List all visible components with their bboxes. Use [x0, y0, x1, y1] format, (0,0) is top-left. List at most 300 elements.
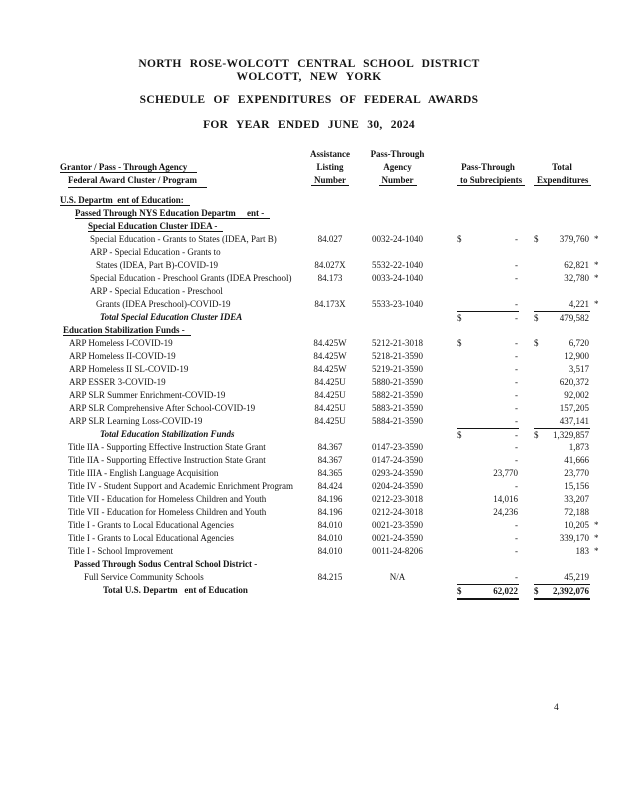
- subrecipients-value-amount: -: [515, 520, 518, 530]
- spacer: [435, 272, 457, 285]
- subrecipients-value: [457, 246, 519, 259]
- subrecipients-value-amount: -: [515, 377, 518, 387]
- assistance-listing-number: 84.425W: [313, 364, 347, 374]
- spacer: [519, 467, 534, 480]
- table-row: [60, 272, 604, 285]
- table-row: [60, 558, 604, 571]
- assistance-listing-number: 84.010: [317, 533, 343, 543]
- program-label-text: Title I - School Improvement: [68, 546, 174, 556]
- program-label: [60, 467, 300, 480]
- spacer: [519, 220, 534, 233]
- footnote-star: [590, 389, 604, 402]
- program-label: [60, 194, 300, 207]
- footnote-star: [590, 311, 604, 325]
- subrecipients-value: [457, 402, 519, 415]
- expenditures-value: [534, 376, 590, 389]
- program-label-text: Special Education Cluster IDEA -: [88, 221, 223, 232]
- program-label: [60, 402, 300, 415]
- program-label: [60, 259, 300, 272]
- subrecipients-value-amount: -: [515, 572, 518, 582]
- agency-number: N/A: [389, 572, 406, 582]
- expenditures-value-amount: 12,900: [564, 351, 589, 361]
- program-label: [60, 324, 300, 337]
- agency-number: 0021-23-3590: [372, 520, 423, 530]
- agency-header-line2: Agency: [383, 162, 412, 172]
- subrecipients-value-amount: -: [515, 234, 518, 244]
- subrecipients-value: [457, 389, 519, 402]
- program-label: [60, 571, 300, 584]
- table-row: [60, 376, 604, 389]
- footnote-star: [590, 350, 604, 363]
- spacer: [519, 311, 534, 325]
- subrecipients-value: [457, 441, 519, 454]
- footnote-star: *: [594, 234, 599, 244]
- footnote-star: *: [594, 299, 599, 309]
- subrecipients-value-amount: -: [515, 338, 518, 348]
- program-label: [60, 493, 300, 506]
- expenditures-value: [534, 506, 590, 519]
- expenditures-value: [534, 402, 590, 415]
- program-label-text: Title IIA - Supporting Effective Instruction State Grant: [68, 442, 266, 452]
- table-row: [60, 363, 604, 376]
- spacer: [519, 324, 534, 337]
- program-label-text: Grants (IDEA Preschool)-COVID-19: [96, 299, 231, 309]
- spacer: [435, 285, 457, 298]
- spacer: [435, 148, 457, 161]
- subrecipients-value-amount: 24,236: [493, 507, 518, 517]
- assistance-listing-number: 84.010: [317, 520, 343, 530]
- program-label: [60, 311, 300, 325]
- table-row: [60, 441, 604, 454]
- subrecipients-value-amount: -: [515, 533, 518, 543]
- assistance-listing-number: 84.173: [317, 273, 343, 283]
- subrecipients-value: [457, 207, 519, 220]
- table-row: [60, 311, 604, 324]
- spacer: [519, 194, 534, 207]
- program-label-text: Total U.S. Departm ent of Education: [103, 585, 248, 595]
- program-label: [60, 246, 300, 259]
- spacer: [519, 532, 534, 545]
- agency-header-line1: Pass-Through: [370, 149, 425, 159]
- agency-number: 0147-23-3590: [372, 442, 423, 452]
- footnote-star: [590, 285, 604, 298]
- expenditures-value: [534, 545, 590, 558]
- spacer: [435, 480, 457, 493]
- agency-number: [360, 285, 435, 298]
- program-label-text: U.S. Departm ent of Education:: [60, 195, 190, 206]
- spacer: [435, 207, 457, 220]
- program-label-text: Title I - Grants to Local Educational Agencies: [68, 533, 234, 543]
- footnote-star: [590, 428, 604, 442]
- grantor-header-line2: Federal Award Cluster / Program: [60, 174, 300, 188]
- program-label: [60, 389, 300, 402]
- assistance-listing-number: 84.424: [317, 481, 343, 491]
- agency-number: 0212-24-3018: [372, 507, 423, 517]
- expenditures-value-amount: 339,170: [559, 533, 589, 543]
- spacer: [435, 467, 457, 480]
- program-label-text: ARP ESSER 3-COVID-19: [69, 377, 166, 387]
- subrecipients-value-amount: -: [515, 299, 518, 309]
- spacer: [435, 506, 457, 519]
- spacer: [519, 233, 534, 246]
- footnote-star: [590, 207, 604, 220]
- subrecipients-value-amount: -: [515, 273, 518, 283]
- agency-number: 5533-23-1040: [372, 299, 423, 309]
- subrecipients-value-amount: -: [515, 390, 518, 400]
- footnote-star: [590, 194, 604, 207]
- spacer: [519, 174, 534, 188]
- table-row: [60, 584, 604, 597]
- expenditures-value: [534, 350, 590, 363]
- dollar-sign: $: [534, 234, 539, 244]
- program-label: [60, 220, 300, 233]
- assistance-listing-number: [300, 584, 360, 600]
- assistance-listing-number: [300, 207, 360, 220]
- agency-number: 5532-22-1040: [372, 260, 423, 270]
- subrecipients-value-amount: 23,770: [493, 468, 518, 478]
- spacer: [435, 350, 457, 363]
- subrecipients-value: [457, 272, 519, 285]
- assistance-listing-number: [300, 428, 360, 442]
- expenditures-value: [534, 311, 590, 325]
- footnote-star: [590, 324, 604, 337]
- expenditures-value-amount: 2,392,076: [553, 586, 589, 596]
- assistance-listing-number: 84.196: [317, 507, 343, 517]
- program-label-text: ARP - Special Education - Preschool: [90, 286, 223, 296]
- program-label-text: ARP Homeless II SL-COVID-19: [69, 364, 189, 374]
- expenditures-value-amount: 4,221: [568, 299, 589, 309]
- footnote-star: [590, 415, 604, 428]
- spacer: [519, 519, 534, 532]
- subrecipients-value: [457, 454, 519, 467]
- subrecipients-value: [457, 324, 519, 337]
- table-row: [60, 389, 604, 402]
- program-label: [60, 454, 300, 467]
- subrecipients-value: [457, 311, 519, 325]
- spacer: [435, 454, 457, 467]
- dollar-sign: $: [534, 430, 539, 440]
- expenditures-value: [534, 233, 590, 246]
- expenditures-value: [534, 194, 590, 207]
- table-row: [60, 545, 604, 558]
- footnote-star: *: [594, 260, 599, 270]
- table-row: [60, 428, 604, 441]
- agency-number: 5218-21-3590: [372, 351, 423, 361]
- subrecipients-value: [457, 415, 519, 428]
- spacer: [590, 161, 604, 174]
- spacer: [519, 350, 534, 363]
- expenditures-value: [534, 259, 590, 272]
- subrecipients-value: [457, 493, 519, 506]
- agency-number: [360, 207, 435, 220]
- expenditures-value: [534, 532, 590, 545]
- spacer: [519, 454, 534, 467]
- assistance-listing-number: 84.367: [317, 442, 343, 452]
- assistance-header-line2: Listing: [316, 162, 344, 172]
- table-row: [60, 506, 604, 519]
- assistance-listing-number: 84.425U: [314, 403, 346, 413]
- total-header-line1: Total: [552, 162, 572, 172]
- assistance-header-line3: Number: [300, 174, 360, 188]
- expenditures-value: [534, 220, 590, 233]
- schedule-title: SCHEDULE OF EXPENDITURES OF FEDERAL AWARDS: [139, 94, 479, 106]
- table-row: [60, 324, 604, 337]
- subrecipients-value: [457, 545, 519, 558]
- table-row: [60, 493, 604, 506]
- expenditures-value-amount: 45,219: [564, 572, 589, 582]
- spacer: [435, 545, 457, 558]
- table-row: [60, 402, 604, 415]
- subrecipients-value: [457, 519, 519, 532]
- dollar-sign: $: [457, 313, 462, 323]
- footnote-star: [590, 454, 604, 467]
- spacer: [519, 558, 534, 571]
- spacer: [435, 363, 457, 376]
- spacer: [519, 376, 534, 389]
- spacer: [590, 148, 604, 161]
- assistance-listing-number: 84.173X: [314, 299, 346, 309]
- program-label: [60, 545, 300, 558]
- assistance-listing-number: [300, 311, 360, 325]
- spacer: [519, 584, 534, 600]
- footnote-star: *: [594, 533, 599, 543]
- spacer: [435, 389, 457, 402]
- spacer: [519, 441, 534, 454]
- spacer: [519, 506, 534, 519]
- spacer: [435, 584, 457, 600]
- table-row: [60, 337, 604, 350]
- agency-number: 0011-24-8206: [372, 546, 423, 556]
- spacer: [519, 259, 534, 272]
- dollar-sign: $: [457, 586, 462, 596]
- subrecipients-value: [457, 376, 519, 389]
- spacer: [519, 161, 534, 174]
- expenditures-value-amount: 183: [575, 546, 589, 556]
- expenditures-value: [534, 298, 590, 311]
- program-label-text: ARP SLR Summer Enrichment-COVID-19: [69, 390, 226, 400]
- page-number: 4: [554, 703, 559, 713]
- program-label-text: Total Special Education Cluster IDEA: [100, 312, 243, 322]
- spacer: [435, 220, 457, 233]
- dollar-sign: $: [457, 234, 462, 244]
- subrecipients-value-amount: -: [515, 442, 518, 452]
- table-row: [60, 233, 604, 246]
- dollar-sign: $: [534, 586, 539, 596]
- program-label: [60, 298, 300, 311]
- spacer: [435, 441, 457, 454]
- spacer: [435, 376, 457, 389]
- table-row: [60, 350, 604, 363]
- program-label: [60, 350, 300, 363]
- agency-number: 0033-24-1040: [372, 273, 423, 283]
- subrecipients-value: [457, 363, 519, 376]
- subrecipients-value-amount: -: [515, 313, 518, 323]
- expenditures-value-amount: 437,141: [559, 416, 589, 426]
- subrecipients-value-amount: 14,016: [493, 494, 518, 504]
- dollar-sign: $: [534, 313, 539, 323]
- expenditures-value: [534, 389, 590, 402]
- subrecipients-header-line2: to Subrecipients: [457, 174, 519, 188]
- grantor-header-spacer: [60, 148, 300, 161]
- agency-header-line3: Number: [360, 174, 435, 188]
- assistance-listing-number: [300, 558, 360, 571]
- program-label-text: Full Service Community Schools: [84, 572, 204, 582]
- total-header-line2: Expenditures: [534, 174, 590, 188]
- subrecipients-value: [457, 337, 519, 350]
- program-label-text: ARP SLR Learning Loss-COVID-19: [69, 416, 203, 426]
- agency-number: 0147-24-3590: [372, 455, 423, 465]
- subrecipients-value-amount: -: [515, 351, 518, 361]
- program-label-text: Title I - Grants to Local Educational Agencies: [68, 520, 234, 530]
- expenditures-value: [534, 558, 590, 571]
- subrecipients-value: [457, 571, 519, 584]
- spacer: [519, 337, 534, 350]
- table-row: [60, 298, 604, 311]
- spacer: [435, 311, 457, 325]
- spacer: [519, 415, 534, 428]
- agency-number: 5219-21-3590: [372, 364, 423, 374]
- assistance-listing-number: 84.196: [317, 494, 343, 504]
- footnote-star: [590, 376, 604, 389]
- expenditures-value: [534, 363, 590, 376]
- agency-number: 5883-21-3590: [372, 403, 423, 413]
- program-label: [60, 428, 300, 442]
- program-label: [60, 285, 300, 298]
- table-header-row-3: [60, 174, 604, 187]
- footnote-star: [590, 220, 604, 233]
- spacer: [435, 161, 457, 174]
- assistance-listing-number: [300, 220, 360, 233]
- program-label: [60, 272, 300, 285]
- period-title: FOR YEAR ENDED JUNE 30, 2024: [203, 119, 415, 131]
- footnote-star: *: [594, 546, 599, 556]
- program-label: [60, 233, 300, 246]
- program-label: [60, 584, 300, 600]
- program-label: [60, 376, 300, 389]
- dollar-sign: $: [457, 430, 462, 440]
- footnote-star: [590, 402, 604, 415]
- spacer: [519, 545, 534, 558]
- program-label: [60, 337, 300, 350]
- expenditures-value-amount: 23,770: [564, 468, 589, 478]
- expenditures-value: [534, 454, 590, 467]
- footnote-star: [590, 480, 604, 493]
- footnote-star: [590, 493, 604, 506]
- spacer: [519, 363, 534, 376]
- table-row: [60, 571, 604, 584]
- subrecipients-value: [457, 233, 519, 246]
- agency-number: [360, 558, 435, 571]
- subrecipients-value: [457, 584, 519, 600]
- subrecipients-value-amount: -: [515, 546, 518, 556]
- agency-number: 0204-24-3590: [372, 481, 423, 491]
- spacer: [519, 272, 534, 285]
- assistance-listing-number: 84.425U: [314, 377, 346, 387]
- table-row: [60, 519, 604, 532]
- subrecipients-value-amount: -: [515, 364, 518, 374]
- spacer: [519, 148, 534, 161]
- expenditures-value: [534, 272, 590, 285]
- subrecipients-value-amount: -: [515, 481, 518, 491]
- agency-number: [360, 246, 435, 259]
- subrecipients-value: [457, 558, 519, 571]
- spacer: [519, 402, 534, 415]
- program-label-text: Title IV - Student Support and Academic Enrichment Program: [68, 481, 293, 491]
- expenditures-value: [534, 480, 590, 493]
- table-row: [60, 246, 604, 259]
- agency-number: 0293-24-3590: [372, 468, 423, 478]
- district-location: WOLCOTT, NEW YORK: [236, 71, 382, 83]
- expenditures-value: [534, 519, 590, 532]
- program-label-text: Title VII - Education for Homeless Children and Youth: [68, 507, 267, 517]
- program-label-text: Passed Through NYS Education Departm ent -: [75, 208, 270, 219]
- program-label-text: Education Stabilization Funds -: [63, 325, 191, 336]
- spacer: [519, 480, 534, 493]
- subrecipients-value-amount: -: [515, 416, 518, 426]
- subrecipients-value: [457, 285, 519, 298]
- subrecipients-value-amount: -: [515, 455, 518, 465]
- total-header-spacer: [534, 148, 590, 161]
- spacer: [519, 571, 534, 584]
- program-label: [60, 207, 300, 220]
- footnote-star: [590, 337, 604, 350]
- expenditures-value-amount: 6,720: [568, 338, 589, 348]
- program-label: [60, 532, 300, 545]
- spacer: [435, 298, 457, 311]
- footnote-star: [590, 584, 604, 600]
- footnote-star: [590, 467, 604, 480]
- footnote-star: *: [594, 273, 599, 283]
- program-label: [60, 480, 300, 493]
- assistance-listing-number: 84.367: [317, 455, 343, 465]
- program-label: [60, 363, 300, 376]
- expenditures-value: [534, 584, 590, 600]
- spacer: [435, 558, 457, 571]
- subrecipients-value-amount: 62,022: [493, 586, 518, 596]
- subrecipients-value: [457, 194, 519, 207]
- subrecipients-value-amount: -: [515, 260, 518, 270]
- program-label-text: Special Education - Grants to States (IDEA, Part B): [90, 234, 277, 244]
- table-row: [60, 207, 604, 220]
- subrecipients-value: [457, 259, 519, 272]
- agency-number: [360, 324, 435, 337]
- program-label-text: States (IDEA, Part B)-COVID-19: [96, 260, 218, 270]
- subrecipients-value: [457, 220, 519, 233]
- spacer: [519, 298, 534, 311]
- footnote-star: [590, 363, 604, 376]
- expenditures-value: [534, 428, 590, 442]
- assistance-listing-number: 84.425W: [313, 338, 347, 348]
- spacer: [435, 532, 457, 545]
- subrecipients-value: [457, 428, 519, 442]
- spacer: [519, 207, 534, 220]
- spacer: [435, 493, 457, 506]
- expenditures-value: [534, 337, 590, 350]
- program-label-text: ARP Homeless I-COVID-19: [69, 338, 173, 348]
- expenditures-value-amount: 33,207: [564, 494, 589, 504]
- assistance-listing-number: [300, 246, 360, 259]
- agency-number: 5880-21-3590: [372, 377, 423, 387]
- spacer: [519, 428, 534, 442]
- assistance-listing-number: [300, 324, 360, 337]
- assistance-listing-number: [300, 285, 360, 298]
- spacer: [519, 389, 534, 402]
- program-label-text: Passed Through Sodus Central School District -: [74, 559, 258, 569]
- subrecipients-value-amount: -: [515, 430, 518, 440]
- expenditures-value: [534, 571, 590, 584]
- spacer: [435, 519, 457, 532]
- spacer: [435, 428, 457, 442]
